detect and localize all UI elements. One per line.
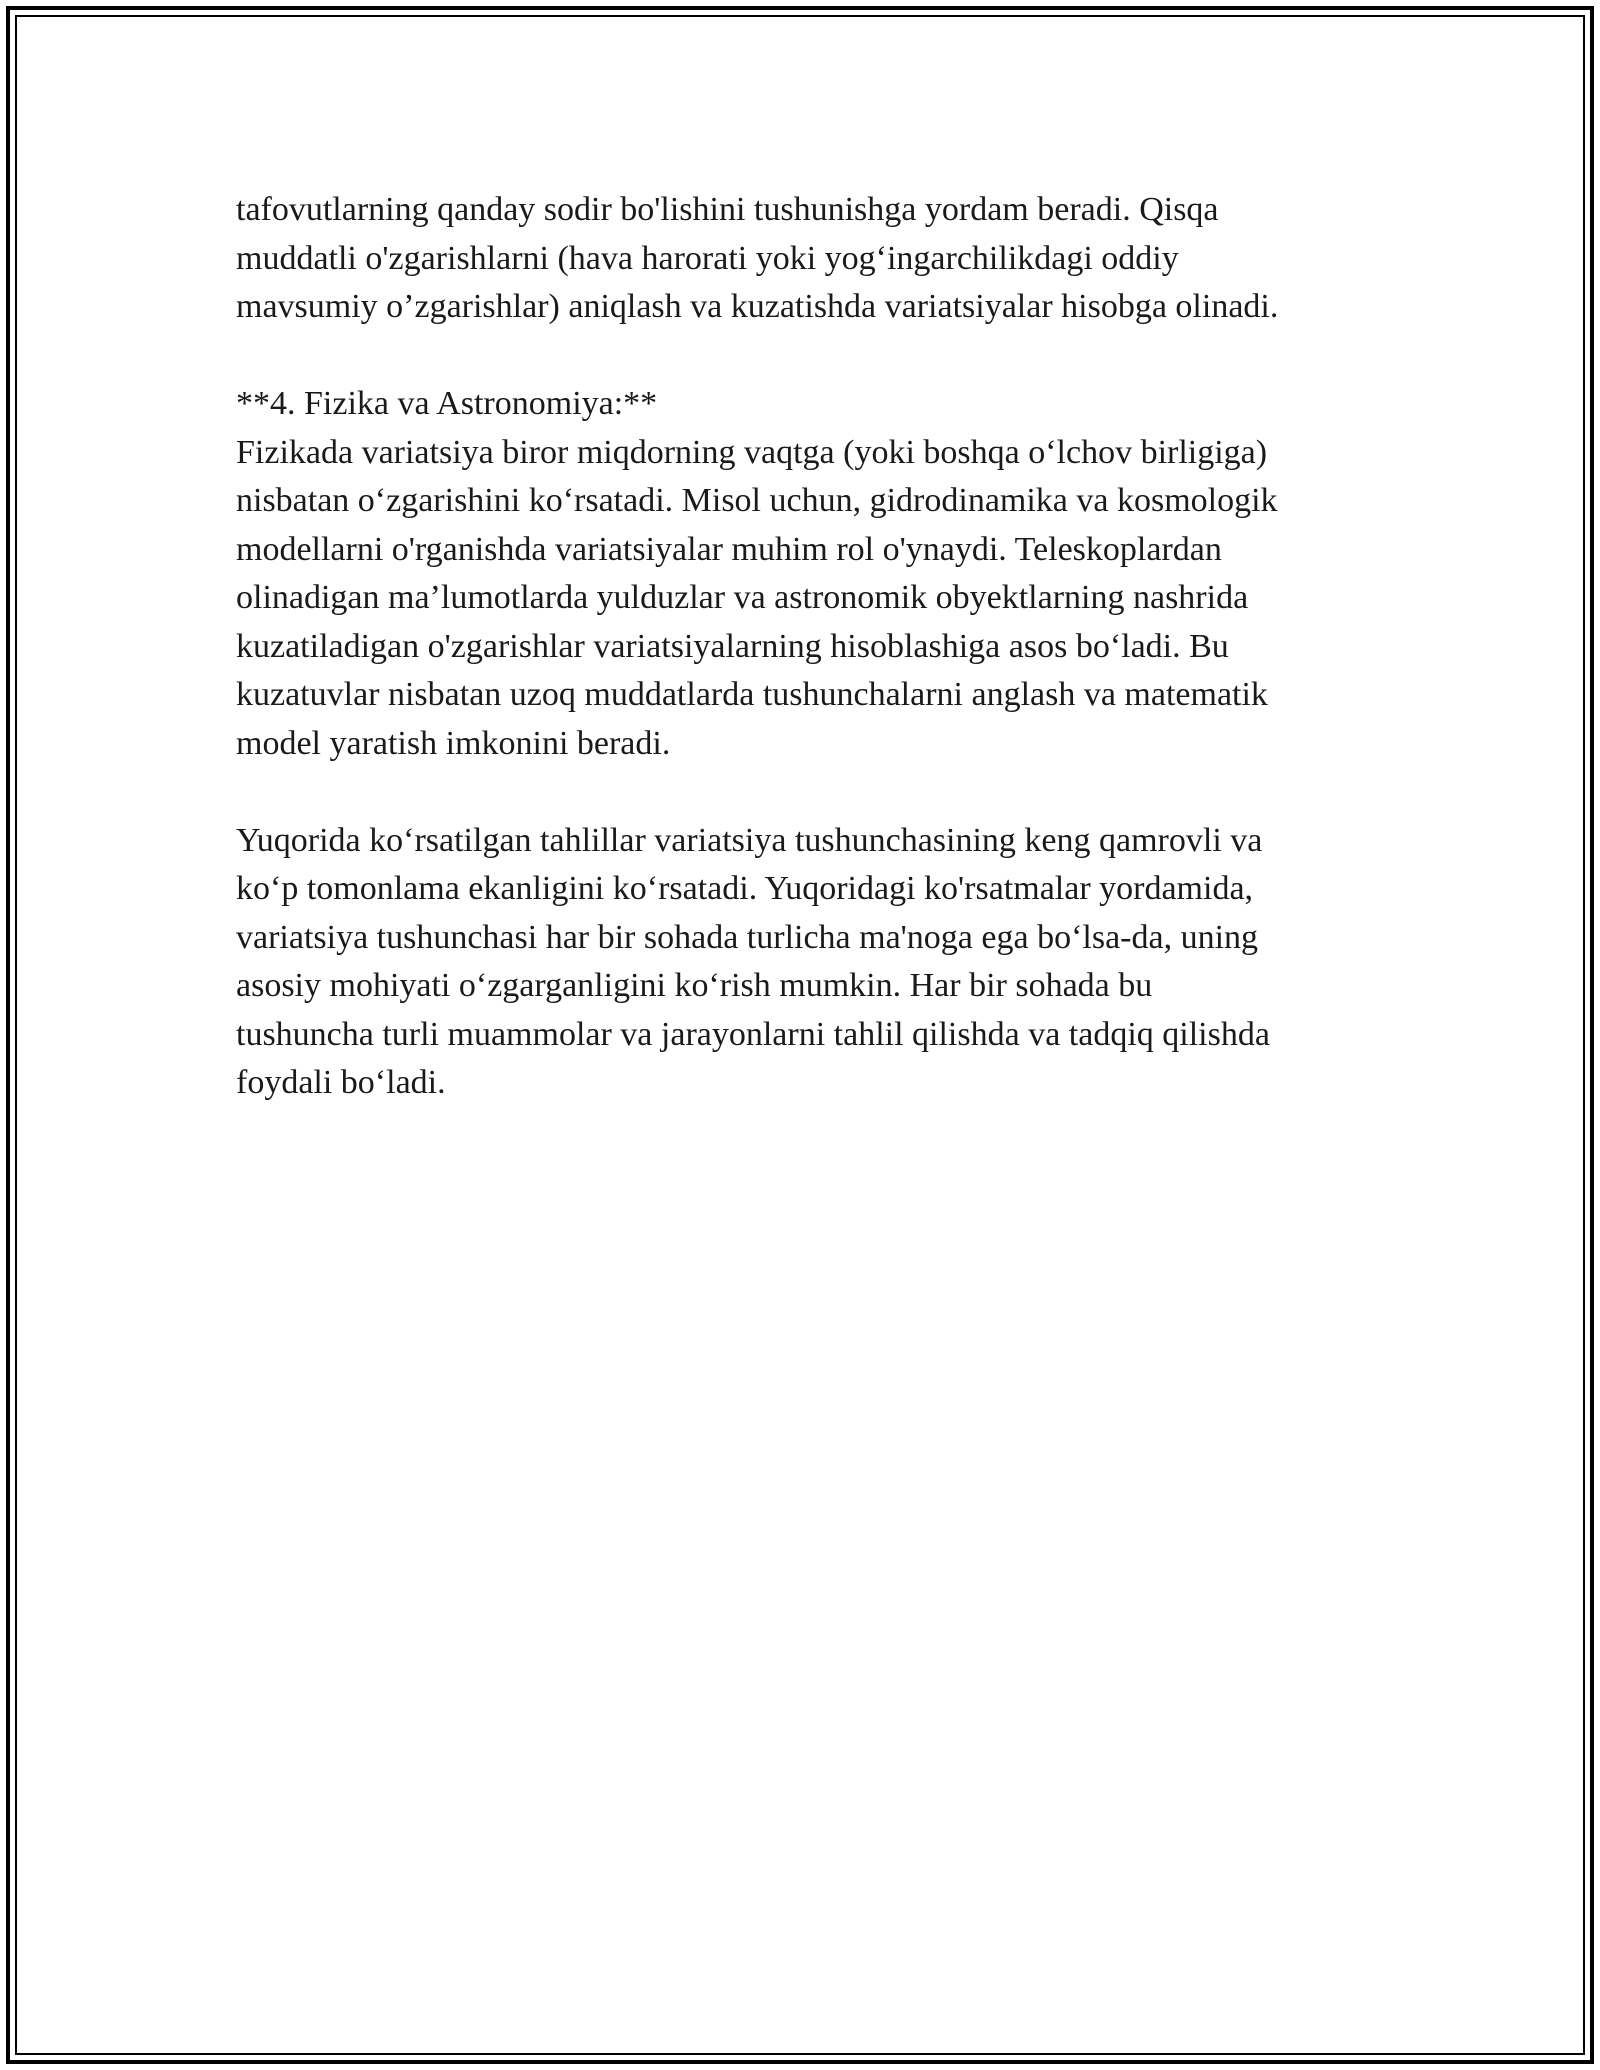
paragraph-physics-astronomy (236, 429, 1366, 769)
text-line: model yaratish imkonini beradi. (236, 724, 671, 762)
text-line: kuzatiladigan o'zgarishlar variatsiyalarning hisoblashiga asos bo‘ladi. Bu (236, 627, 1229, 665)
text-line: foydali bo‘ladi. (236, 1064, 446, 1101)
text-line: muddatli o'zgarishlarni (hava harorati yoki yog‘ingarchilikdagi oddiy (236, 239, 1179, 277)
text-line: tushuncha turli muammolar va jarayonlarni tahlil qilishda va tadqiq qilishda (236, 1015, 1270, 1053)
paragraph-spacer (236, 768, 1366, 817)
document-body (236, 186, 1366, 1108)
text-line: nisbatan o‘zgarishini ko‘rsatadi. Misol uchun, gidrodinamika va kosmologik (236, 482, 1278, 519)
text-line: olinadigan ma’lumotlarda yulduzlar va astronomik obyektlarning nashrida (236, 579, 1249, 616)
text-line: mavsumiy o’zgarishlar) aniqlash va kuzatishda variatsiyalar hisobga olinadi. (236, 288, 1279, 325)
text-line: ko‘p tomonlama ekanligini ko‘rsatadi. Yuqoridagi ko'rsatmalar yordamida, (236, 870, 1254, 907)
text-line: Fizikada variatsiya biror miqdorning vaqtga (yoki boshqa o‘lchov birligiga) (236, 433, 1268, 471)
text-line: modellarni o'rganishda variatsiyalar muhim rol o'ynaydi. Teleskoplardan (236, 530, 1222, 568)
paragraph-spacer (236, 332, 1366, 381)
paragraph-conclusion (236, 817, 1366, 1108)
text-line: asosiy mohiyati o‘zgarganligini ko‘rish mumkin. Har bir sohada bu (236, 967, 1153, 1004)
text-line: Yuqorida ko‘rsatilgan tahlillar variatsiya tushunchasining keng qamrovli va (236, 821, 1263, 859)
text-line: kuzatuvlar nisbatan uzoq muddatlarda tushunchalarni anglash va matematik (236, 676, 1268, 713)
text-line: variatsiya tushunchasi har bir sohada turlicha ma'noga ega bo‘lsa-da, uning (236, 918, 1259, 956)
text-line: tafovutlarning qanday sodir bo'lishini tushunishga yordam beradi. Qisqa (236, 191, 1219, 228)
section-heading-physics-astronomy: **4. Fizika va Astronomiya:** (236, 385, 658, 422)
paragraph-field-observations (236, 186, 1366, 332)
